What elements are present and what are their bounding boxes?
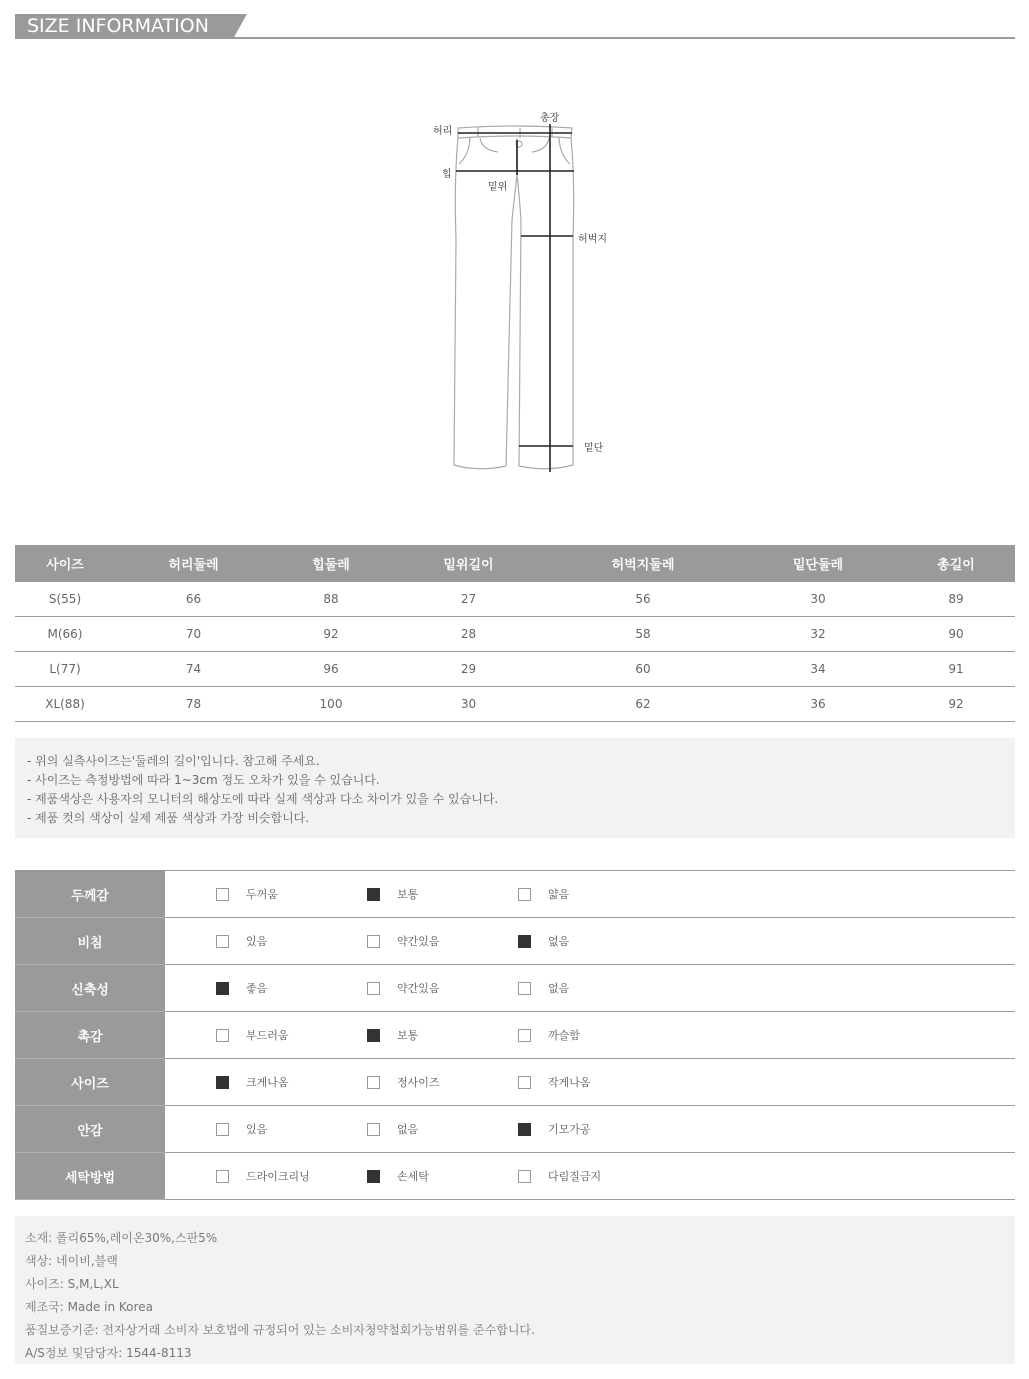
feel-option <box>367 1059 440 1105</box>
table-cell: S(55) <box>15 582 115 617</box>
feel-option-label: 두꺼움 <box>246 888 278 901</box>
table-cell: 60 <box>547 652 739 687</box>
unchecked-box-icon <box>367 1076 380 1089</box>
feel-option <box>518 1153 601 1199</box>
size-col-header: 사이즈 <box>15 545 115 582</box>
table-cell: L(77) <box>15 652 115 687</box>
feel-option-label: 작게나옴 <box>548 1076 591 1089</box>
feel-option-label: 없음 <box>548 935 570 948</box>
feel-row <box>15 871 1015 918</box>
diagram-label-hem: 밑단 <box>584 443 604 454</box>
feel-option-label: 약간있음 <box>397 935 440 948</box>
unchecked-box-icon <box>367 935 380 948</box>
diagram-label-thigh: 허벅지 <box>578 234 607 245</box>
checked-box-icon <box>367 888 380 901</box>
feel-option-label: 손세탁 <box>397 1170 429 1183</box>
table-row <box>15 617 1015 652</box>
feel-option <box>216 871 278 917</box>
table-cell: 66 <box>115 582 272 617</box>
feel-row-label: 안감 <box>15 1106 165 1153</box>
table-cell: 92 <box>272 617 390 652</box>
feel-options-cell <box>165 918 1015 965</box>
feel-row-label: 사이즈 <box>15 1059 165 1106</box>
feel-option-label: 없음 <box>548 982 570 995</box>
feel-row-label: 두께감 <box>15 871 165 918</box>
table-cell: 62 <box>547 687 739 722</box>
diagram-label-waist: 허리 <box>433 126 453 137</box>
feel-option-label: 정사이즈 <box>397 1076 440 1089</box>
info-sizes: 사이즈: S,M,L,XL <box>25 1277 119 1291</box>
table-row <box>15 582 1015 617</box>
unchecked-box-icon <box>216 1170 229 1183</box>
feel-option-label: 까슬함 <box>548 1029 580 1042</box>
feel-option <box>216 918 267 964</box>
feel-option-label: 기모가공 <box>548 1123 591 1136</box>
note-line: - 사이즈는 측정방법에 따라 1~3cm 정도 오차가 있을 수 있습니다. <box>27 773 380 787</box>
table-cell: 30 <box>739 582 897 617</box>
feel-option-label: 부드러움 <box>246 1029 289 1042</box>
feel-option-label: 좋음 <box>246 982 268 995</box>
feel-option-label: 보통 <box>397 1029 419 1042</box>
feel-option <box>367 1153 429 1199</box>
size-table-header-row <box>15 545 1015 582</box>
feel-options-cell <box>165 1059 1015 1106</box>
table-row <box>15 687 1015 722</box>
section-title: SIZE INFORMATION <box>15 14 233 39</box>
unchecked-box-icon <box>216 1029 229 1042</box>
fabric-feel-table <box>15 870 1015 1200</box>
feel-option <box>367 918 440 964</box>
checked-box-icon <box>216 982 229 995</box>
size-col-header: 총길이 <box>897 545 1015 582</box>
feel-option <box>518 1059 591 1105</box>
table-cell: 36 <box>739 687 897 722</box>
feel-option-label: 얇음 <box>548 888 570 901</box>
feel-options-cell <box>165 965 1015 1012</box>
feel-option <box>216 1012 289 1058</box>
pants-illustration <box>420 100 620 480</box>
feel-option-label: 있음 <box>246 935 268 948</box>
feel-row-label: 비침 <box>15 918 165 965</box>
table-row <box>15 652 1015 687</box>
feel-option <box>367 965 440 1011</box>
unchecked-box-icon <box>216 888 229 901</box>
table-cell: 27 <box>390 582 547 617</box>
size-col-header: 허벅지둘레 <box>547 545 739 582</box>
table-cell: 88 <box>272 582 390 617</box>
feel-option <box>216 1153 310 1199</box>
feel-option <box>216 965 267 1011</box>
pants-measurement-diagram <box>420 100 620 480</box>
feel-row <box>15 1153 1015 1200</box>
feel-option-label: 약간있음 <box>397 982 440 995</box>
info-origin: 제조국: Made in Korea <box>25 1300 153 1314</box>
diagram-label-rise: 밑위 <box>488 182 508 193</box>
unchecked-box-icon <box>518 888 531 901</box>
feel-options-cell <box>165 1153 1015 1200</box>
table-cell: 89 <box>897 582 1015 617</box>
feel-option <box>216 1059 289 1105</box>
size-col-header: 밑위길이 <box>390 545 547 582</box>
diagram-label-total-length: 총장 <box>540 113 560 124</box>
feel-row-label: 신축성 <box>15 965 165 1012</box>
feel-options-cell <box>165 871 1015 918</box>
checked-box-icon <box>367 1029 380 1042</box>
feel-option-label: 있음 <box>246 1123 268 1136</box>
table-cell: 96 <box>272 652 390 687</box>
checked-box-icon <box>518 935 531 948</box>
table-cell: 100 <box>272 687 390 722</box>
table-cell: 32 <box>739 617 897 652</box>
feel-options-cell <box>165 1106 1015 1153</box>
info-quality-guarantee: 품질보증기준: 전자상거래 소비자 보호법에 규정되어 있는 소비자청약철회가능범위를 준수합니다. <box>25 1323 535 1337</box>
feel-options-cell <box>165 1012 1015 1059</box>
feel-option <box>518 1012 580 1058</box>
unchecked-box-icon <box>216 1123 229 1136</box>
size-notes-box <box>15 738 1015 838</box>
table-cell: 74 <box>115 652 272 687</box>
table-cell: 78 <box>115 687 272 722</box>
info-as-contact: A/S정보 및담당자: 1544-8113 <box>25 1346 192 1360</box>
size-table <box>15 545 1015 722</box>
feel-option <box>216 1106 267 1152</box>
feel-row-label: 촉감 <box>15 1012 165 1059</box>
feel-row-label: 세탁방법 <box>15 1153 165 1200</box>
feel-option-label: 다림질금지 <box>548 1170 602 1183</box>
table-cell: M(66) <box>15 617 115 652</box>
feel-option-label: 드라이크리닝 <box>246 1170 310 1183</box>
table-cell: XL(88) <box>15 687 115 722</box>
feel-row <box>15 1012 1015 1059</box>
unchecked-box-icon <box>518 1076 531 1089</box>
checked-box-icon <box>367 1170 380 1183</box>
unchecked-box-icon <box>367 1123 380 1136</box>
table-cell: 92 <box>897 687 1015 722</box>
diagram-label-hip: 힙 <box>442 169 452 180</box>
checked-box-icon <box>216 1076 229 1089</box>
feel-option <box>367 1012 418 1058</box>
table-cell: 34 <box>739 652 897 687</box>
feel-row <box>15 918 1015 965</box>
feel-option <box>518 1106 591 1152</box>
table-cell: 29 <box>390 652 547 687</box>
table-cell: 91 <box>897 652 1015 687</box>
feel-row <box>15 1059 1015 1106</box>
unchecked-box-icon <box>518 982 531 995</box>
unchecked-box-icon <box>216 935 229 948</box>
size-col-header: 허리둘레 <box>115 545 272 582</box>
feel-option <box>518 965 569 1011</box>
table-cell: 30 <box>390 687 547 722</box>
feel-row <box>15 965 1015 1012</box>
size-col-header: 힙둘레 <box>272 545 390 582</box>
product-info-box <box>15 1216 1015 1364</box>
table-cell: 90 <box>897 617 1015 652</box>
feel-option-label: 크게나옴 <box>246 1076 289 1089</box>
note-line: - 제품색상은 사용자의 모니터의 해상도에 따라 실제 색상과 다소 차이가 있을 수 있습니다. <box>27 792 499 806</box>
table-cell: 70 <box>115 617 272 652</box>
checked-box-icon <box>518 1123 531 1136</box>
info-material: 소재: 폴리65%,레이온30%,스판5% <box>25 1231 218 1245</box>
feel-option <box>518 871 569 917</box>
header-tab-corner <box>233 14 247 39</box>
size-col-header: 밑단둘레 <box>739 545 897 582</box>
feel-option-label: 없음 <box>397 1123 419 1136</box>
feel-option-label: 보통 <box>397 888 419 901</box>
unchecked-box-icon <box>518 1029 531 1042</box>
note-line: - 위의 실측사이즈는'둘레의 길이'입니다. 참고해 주세요. <box>27 754 320 768</box>
table-cell: 28 <box>390 617 547 652</box>
table-cell: 56 <box>547 582 739 617</box>
unchecked-box-icon <box>367 982 380 995</box>
unchecked-box-icon <box>518 1170 531 1183</box>
feel-row <box>15 1106 1015 1153</box>
info-color: 색상: 네이비,블랙 <box>25 1254 118 1268</box>
feel-option <box>518 918 569 964</box>
section-header <box>15 14 1015 40</box>
feel-option <box>367 871 418 917</box>
note-line: - 제품 컷의 색상이 실제 제품 색상과 가장 비슷합니다. <box>27 811 310 825</box>
table-cell: 58 <box>547 617 739 652</box>
feel-option <box>367 1106 418 1152</box>
